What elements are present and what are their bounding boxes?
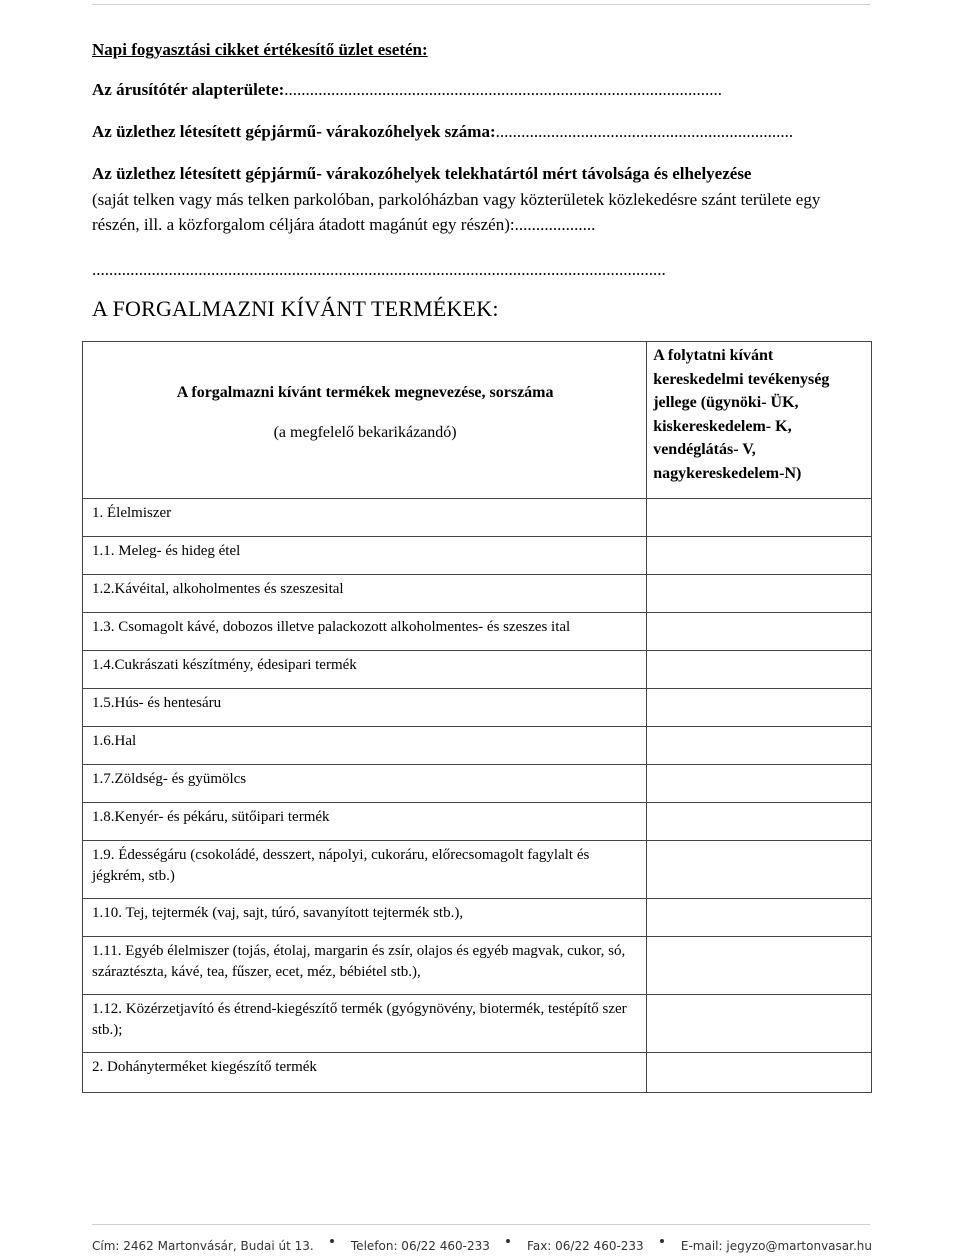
table-row xyxy=(83,765,872,803)
row-label[interactable]: 1.6.Hal xyxy=(83,727,647,765)
separator-dot-icon xyxy=(330,1239,334,1243)
row-activity-cell[interactable] xyxy=(647,499,872,537)
section-title: Napi fogyasztási cikket értékesítő üzlet esetén: xyxy=(92,40,428,59)
header-left-subtitle: (a megfelelő bekarikázandó) xyxy=(273,424,457,441)
row-activity-cell[interactable] xyxy=(647,651,872,689)
area-field xyxy=(92,77,722,103)
row-label[interactable]: 1.11. Egyéb élelmiszer (tojás, étolaj, margarin és zsír, olajos és egyéb magvak, cukor, só, száraztészta, kávé, tea, fűszer, ecet, méz, bébiétel stb.), xyxy=(83,937,647,995)
row-activity-cell[interactable] xyxy=(647,537,872,575)
parking-value[interactable]: ...................................................................... xyxy=(495,122,794,141)
row-label[interactable]: 1.1. Meleg- és hideg étel xyxy=(83,537,647,575)
row-label[interactable]: 1.4.Cukrászati készítmény, édesipari termék xyxy=(83,651,647,689)
row-label[interactable]: 1.12. Közérzetjavító és étrend-kiegészítő termék (gyógynövény, biotermék, testépítő szer stb.); xyxy=(83,995,647,1053)
row-activity-cell[interactable] xyxy=(647,727,872,765)
table-row xyxy=(83,689,872,727)
row-label[interactable]: 1.2.Kávéital, alkoholmentes és szeszesital xyxy=(83,575,647,613)
table-row xyxy=(83,575,872,613)
footer xyxy=(92,1239,872,1253)
row-label[interactable]: 1.8.Kenyér- és pékáru, sütőipari termék xyxy=(83,803,647,841)
table-row xyxy=(83,937,872,995)
table-header-row xyxy=(83,342,872,499)
row-activity-cell[interactable] xyxy=(647,995,872,1053)
table-row xyxy=(83,651,872,689)
area-label: Az árusítótér alapterülete: xyxy=(92,80,285,99)
row-label[interactable]: 2. Dohányterméket kiegészítő termék xyxy=(83,1053,647,1093)
table-row xyxy=(83,995,872,1053)
distance-field xyxy=(92,161,862,238)
separator-dot-icon xyxy=(660,1239,664,1243)
separator-dot-icon xyxy=(506,1239,510,1243)
footer-phone: Telefon: 06/22 460-233 xyxy=(350,1239,490,1253)
table-row xyxy=(83,613,872,651)
row-label[interactable]: 1.9. Édességáru (csokoládé, desszert, nápolyi, cukoráru, előrecsomagolt fagylalt és jégkrém, stb.) xyxy=(83,841,647,899)
row-label[interactable]: 1. Élelmiszer xyxy=(83,499,647,537)
products-table xyxy=(82,341,872,1093)
table-row xyxy=(83,1053,872,1093)
table-row xyxy=(83,803,872,841)
row-activity-cell[interactable] xyxy=(647,937,872,995)
row-activity-cell[interactable] xyxy=(647,841,872,899)
products-heading: A FORGALMAZNI KÍVÁNT TERMÉKEK: xyxy=(92,296,499,321)
row-label[interactable]: 1.5.Hús- és hentesáru xyxy=(83,689,647,727)
footer-address: Cím: 2462 Martonvásár, Budai út 13. xyxy=(92,1239,314,1253)
table-row xyxy=(83,727,872,765)
area-value[interactable]: ....................................................................................................... xyxy=(284,80,723,99)
footer-email[interactable]: E-mail: jegyzo@martonvasar.hu xyxy=(680,1239,872,1253)
row-activity-cell[interactable] xyxy=(647,1053,872,1093)
row-activity-cell[interactable] xyxy=(647,803,872,841)
parking-label: Az üzlethez létesített gépjármű- várakozóhelyek száma: xyxy=(92,122,496,141)
footer-divider xyxy=(92,1224,870,1225)
distance-line2[interactable]: ....................................................................................................................................... xyxy=(92,260,666,279)
distance-text[interactable]: (saját telken vagy más telken parkolóban, parkolóházban vagy közterületek közlekedésre szánt területe egy részén, ill. a közforgalom céljára átadott magánút egy részén):................... xyxy=(92,189,821,234)
row-label[interactable]: 1.10. Tej, tejtermék (vaj, sajt, túró, savanyított tejtermék stb.), xyxy=(83,899,647,937)
table-row xyxy=(83,537,872,575)
row-activity-cell[interactable] xyxy=(647,575,872,613)
row-label[interactable]: 1.3. Csomagolt kávé, dobozos illetve palackozott alkoholmentes- és szeszes ital xyxy=(83,613,647,651)
row-activity-cell[interactable] xyxy=(647,765,872,803)
top-divider xyxy=(92,4,870,5)
distance-label: Az üzlethez létesített gépjármű- várakozóhelyek telekhatártól mért távolsága és elhelyezése xyxy=(92,164,752,183)
row-label[interactable]: 1.7.Zöldség- és gyümölcs xyxy=(83,765,647,803)
header-left-title: A forgalmazni kívánt termékek megnevezése, sorszáma xyxy=(176,384,554,401)
row-activity-cell[interactable] xyxy=(647,899,872,937)
row-activity-cell[interactable] xyxy=(647,613,872,651)
table-row xyxy=(83,841,872,899)
row-activity-cell[interactable] xyxy=(647,689,872,727)
table-row xyxy=(83,499,872,537)
table-row xyxy=(83,899,872,937)
header-left-cell xyxy=(83,342,647,499)
header-right-cell: A folytatni kívánt kereskedelmi tevékenység jellege (ügynöki- ÜK, kiskereskedelem- K, vendéglátás- V, nagykereskedelem-N) xyxy=(647,342,872,499)
parking-field xyxy=(92,119,793,145)
footer-fax: Fax: 06/22 460-233 xyxy=(527,1239,644,1253)
